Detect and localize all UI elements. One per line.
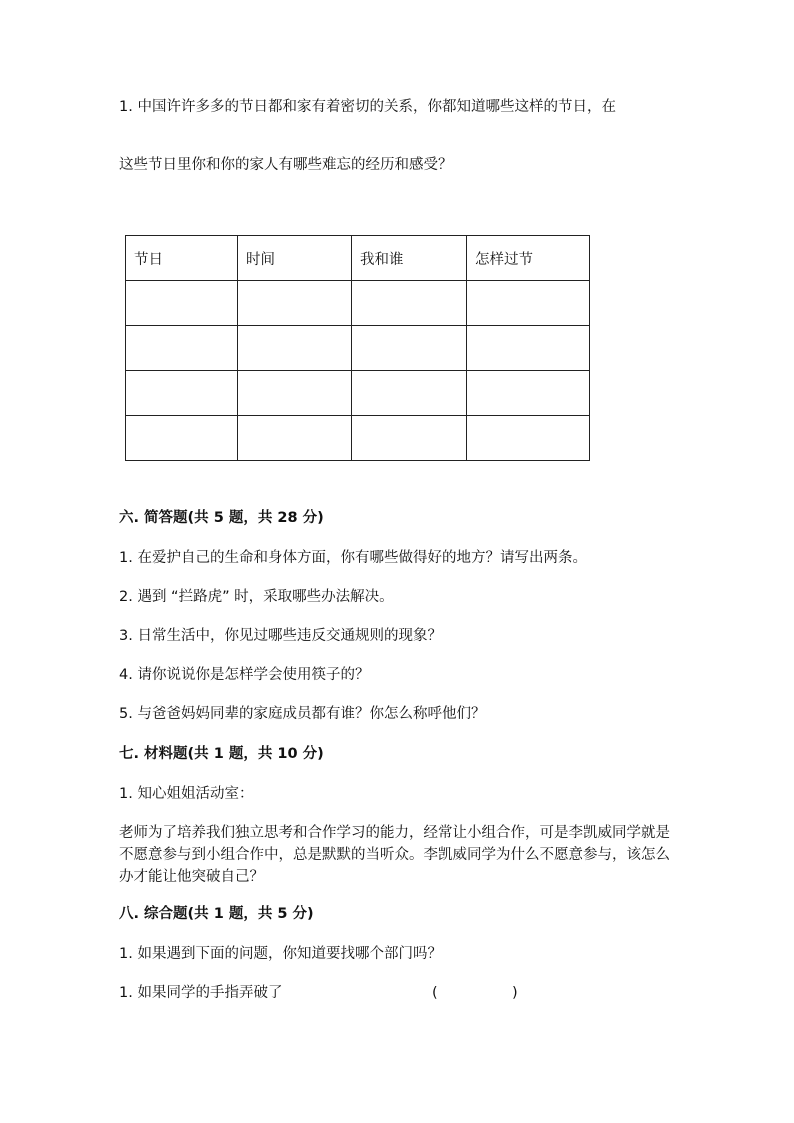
festival-table [125, 235, 590, 461]
table-cell[interactable] [238, 281, 352, 326]
answer-paren-open: ( [432, 985, 438, 1001]
question-intro-line1: 1. 中国许许多多的节日都和家有着密切的关系，你都知道哪些这样的节日，在 [119, 99, 616, 115]
table-header-cell: 怎样过节 [467, 236, 590, 281]
table-cell[interactable] [238, 326, 352, 371]
answer-paren-close: ) [512, 985, 518, 1001]
section6-question-2: 2. 遇到 “拦路虎” 时，采取哪些办法解决。 [119, 589, 394, 605]
table-cell[interactable] [467, 416, 590, 461]
table-cell[interactable] [352, 326, 467, 371]
table-cell[interactable] [352, 416, 467, 461]
section7-heading: 七. 材料题(共 1 题，共 10 分) [119, 746, 324, 762]
section6-question-5: 5. 与爸爸妈妈同辈的家庭成员都有谁？你怎么称呼他们？ [119, 706, 486, 722]
section6-question-3: 3. 日常生活中，你见过哪些违反交通规则的现象？ [119, 628, 442, 644]
table-cell[interactable] [126, 416, 238, 461]
table-header-cell: 时间 [238, 236, 352, 281]
table-cell[interactable] [238, 416, 352, 461]
table-cell[interactable] [352, 371, 467, 416]
table-cell[interactable] [238, 371, 352, 416]
table-header-cell: 我和谁 [352, 236, 467, 281]
table-row [126, 371, 590, 416]
table-row [126, 326, 590, 371]
table-cell[interactable] [467, 371, 590, 416]
table-cell[interactable] [467, 281, 590, 326]
section6-heading: 六. 简答题(共 5 题，共 28 分) [119, 510, 324, 526]
section8-heading: 八. 综合题(共 1 题，共 5 分) [119, 906, 314, 922]
section6-question-4: 4. 请你说说你是怎样学会使用筷子的？ [119, 667, 370, 683]
table-cell[interactable] [126, 371, 238, 416]
table-header-row [126, 236, 590, 281]
table-cell[interactable] [352, 281, 467, 326]
table-row [126, 281, 590, 326]
answer-blank[interactable] [442, 983, 512, 1003]
table-cell[interactable] [126, 281, 238, 326]
table-row [126, 416, 590, 461]
section8-question: 1. 如果遇到下面的问题，你知道要找哪个部门吗？ [119, 946, 442, 962]
section7-passage: 老师为了培养我们独立思考和合作学习的能力，经常让小组合作，可是李凯威同学就是不愿意参与到小组合作中，总是默默的当听众。李凯威同学为什么不愿意参与，该怎么办才能让他突破自己？ [119, 825, 670, 885]
section6-question-1: 1. 在爱护自己的生命和身体方面，你有哪些做得好的地方？请写出两条。 [119, 550, 587, 566]
section8-item-1: 1. 如果同学的手指弄破了 [119, 985, 283, 1001]
question-intro-line2: 这些节日里你和你的家人有哪些难忘的经历和感受？ [119, 157, 453, 173]
section7-question: 1. 知心姐姐活动室： [119, 786, 254, 802]
table-cell[interactable] [467, 326, 590, 371]
table-cell[interactable] [126, 326, 238, 371]
table-header-cell: 节日 [126, 236, 238, 281]
